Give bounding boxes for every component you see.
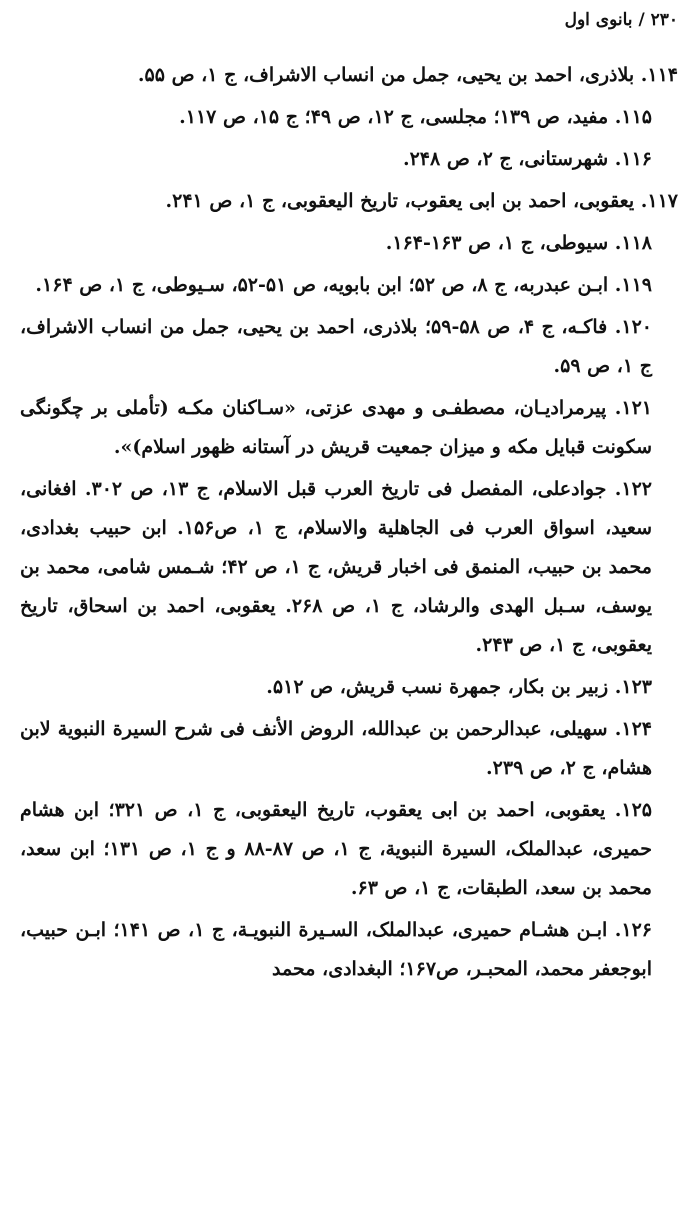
endnote-126: ۱۲۶. ابـن هشـام حمیری، عبدالملک، السـیرة النبویـة، ج ۱، ص ۱۴۱؛ ابـن حبیب، ابوجعفر محمد، المحبـر، ص۱۶۷؛ البغدادی، محمد bbox=[20, 919, 652, 980]
endnote-122: ۱۲۲. جوادعلی، المفصل فی تاریخ العرب قبل الاسلام، ج ۱۳، ص ۳۰۲. افغانی، سعید، اسواق العرب فی الجاهلیة والاسلام، ج ۱، ص۱۵۶. ابن حبیب بغدادی، محمد بن حبیب، المنمق فی اخبار قریش، ج ۱، ص ۴۲؛ شـمس شامی، محمد بن یوسف، سـبل الهدی والرشاد، ج ۱، ص ۲۶۸. یعقوبی، احمد بن اسحاق، تاریخ یعقوبی، ج ۱، ص ۲۴۳. bbox=[20, 478, 652, 656]
endnote-115: ۱۱۵. مفید، ص ۱۳۹؛ مجلسی، ج ۱۲، ص ۴۹؛ ج ۱۵، ص ۱۱۷. bbox=[179, 106, 652, 128]
endnote-125: ۱۲۵. یعقوبی، احمد بن ابی یعقوب، تاریخ الیعقوبی، ج ۱، ص ۳۲۱؛ ابن هشام حمیری، عبدالملک، السیرة النبویة، ج ۱، ص ۸۷-۸۸ و ج ۱، ص ۱۳۱؛ ابن سعد، محمد بن سعد، الطبقات، ج ۱، ص ۶۳. bbox=[20, 799, 652, 899]
endnote-117: ۱۱۷. یعقوبی، احمد بن ابی یعقوب، تاریخ الیعقوبی، ج ۱، ص ۲۴۱. bbox=[165, 190, 678, 212]
endnote-121: ۱۲۱. پیرمرادیـان، مصطفـی و مهدی عزتی، «سـاکنان مکـه (تأملی بر چگونگی سکونت قبایل مکه و میزان جمعیت قریش در آستانه ظهور اسلام)». bbox=[20, 397, 652, 458]
endnote-119: ۱۱۹. ابـن عبدربه، ج ۸، ص ۵۲؛ ابن بابویه، ص ۵۱-۵۲، سـیوطی، ج ۱، ص ۱۶۴. bbox=[35, 274, 652, 296]
endnotes-list bbox=[20, 56, 678, 992]
endnote-123: ۱۲۳. زبیر بن بکار، جمهرة نسب قریش، ص ۵۱۲. bbox=[266, 676, 652, 698]
endnote-124: ۱۲۴. سهیلی، عبدالرحمن بن عبدالله، الروض الأنف فی شرح السیرة النبویة لابن هشام، ج ۲، ص ۲۳۹. bbox=[20, 718, 652, 779]
running-header: ۲۳۰ / بانوی اول bbox=[564, 10, 678, 30]
endnote-114: ۱۱۴. بلاذری، احمد بن یحیی، جمل من انساب الاشراف، ج ۱، ص ۵۵. bbox=[137, 64, 678, 86]
endnote-118: ۱۱۸. سیوطی، ج ۱، ص ۱۶۳-۱۶۴. bbox=[385, 232, 652, 254]
endnote-120: ۱۲۰. فاکـه، ج ۴، ص ۵۸-۵۹؛ بلاذری، احمد بن یحیی، جمل من انساب الاشراف، ج ۱، ص ۵۹. bbox=[20, 316, 652, 377]
endnote-116: ۱۱۶. شهرستانی، ج ۲، ص ۲۴۸. bbox=[402, 148, 652, 170]
